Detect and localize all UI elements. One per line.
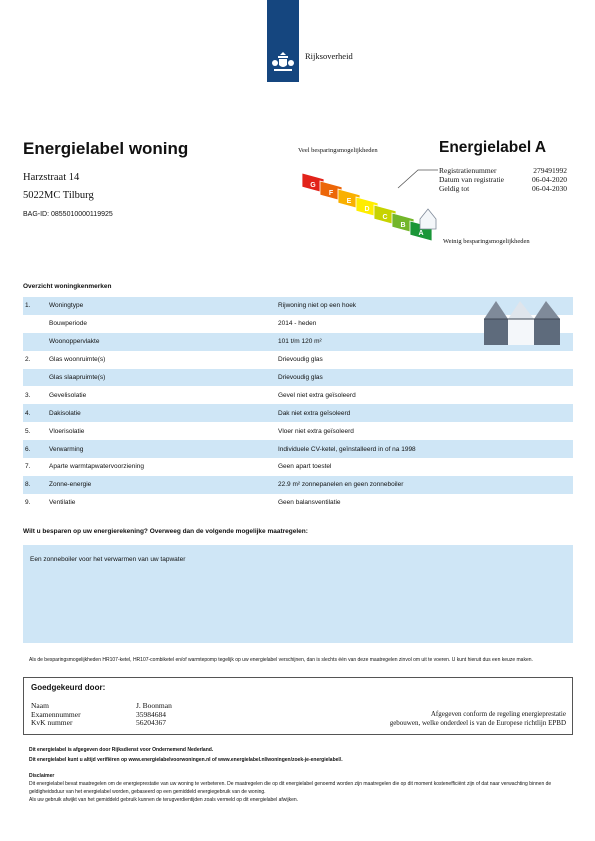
conform-text bbox=[390, 710, 566, 728]
approved-row bbox=[31, 719, 172, 728]
row-number: 7. bbox=[25, 463, 31, 471]
svg-text:E: E bbox=[346, 198, 352, 205]
disclaimer-title: Disclaimer bbox=[29, 773, 55, 779]
pointer-line bbox=[398, 170, 438, 188]
row-value: Geen apart toestel bbox=[278, 463, 332, 471]
weinig-label: Weinig besparingsmogelijkheden bbox=[443, 238, 530, 245]
crest-icon bbox=[270, 50, 296, 79]
registration-key: Geldig tot bbox=[439, 184, 470, 193]
row-value: Drievoudig glas bbox=[278, 356, 323, 364]
approved-title: Goedgekeurd door: bbox=[31, 683, 106, 692]
tips-title: Wilt u besparen op uw energierekening? Overweeg dan de volgende mogelijke maatregelen: bbox=[23, 528, 308, 535]
table-row bbox=[23, 422, 573, 440]
conform-line: gebouwen, welke onderdeel is van de Europese richtlijn EPBD bbox=[389, 719, 566, 727]
row-number: 5. bbox=[25, 427, 31, 435]
row-value: Vloer niet extra geïsoleerd bbox=[278, 427, 354, 435]
registration-key: Datum van registratie bbox=[439, 175, 504, 184]
approved-value: 56204367 bbox=[136, 718, 166, 727]
footer bbox=[29, 745, 343, 765]
overview-title: Overzicht woningkenmerken bbox=[23, 283, 112, 290]
row-value: Rijwoning niet op een hoek bbox=[278, 302, 357, 310]
address-street: Harzstraat 14 bbox=[23, 172, 80, 183]
svg-text:G: G bbox=[310, 182, 316, 189]
row-number: 1. bbox=[25, 302, 31, 310]
row-number: 4. bbox=[25, 409, 31, 417]
row-label: Woonoppervlakte bbox=[49, 338, 100, 346]
svg-text:C: C bbox=[382, 214, 388, 221]
registration-value: 279491992 bbox=[533, 166, 567, 175]
row-value: 22.9 m² zonnepanelen en geen zonneboiler bbox=[278, 481, 404, 489]
bag-id: BAG-ID: 0855010000119925 bbox=[23, 211, 113, 218]
svg-text:D: D bbox=[364, 206, 370, 213]
approved-box bbox=[23, 677, 573, 735]
disclaimer-text: Dit energielabel bevat maatregelen om de energieprestatie van uw woning te verbeteren. De maatregelen die op dit energielabel genoemd worden zijn maatregelen die op dit moment kostenefficiënt zijn of dat naar verwachting binnen de geldigheidsduur van het energielabel worden, gebaseerd op een gemiddeld energiegebruik van de woning. bbox=[29, 781, 552, 795]
table-row bbox=[23, 369, 573, 387]
row-label: Gevelisolatie bbox=[49, 391, 87, 399]
approved-key: Examennummer bbox=[31, 709, 81, 719]
row-value: Individuele CV-ketel, geïnstalleerd in of na 1998 bbox=[278, 445, 416, 453]
row-label: Verwarming bbox=[49, 445, 84, 453]
approved-key: Naam bbox=[31, 701, 49, 710]
svg-text:A: A bbox=[418, 230, 424, 237]
tips-box bbox=[23, 545, 573, 643]
row-value: 101 t/m 120 m² bbox=[278, 338, 322, 346]
page-title: Energielabel woning bbox=[23, 139, 189, 158]
approved-value: J. Boonman bbox=[136, 701, 172, 710]
registration-value: 06-04-2020 bbox=[532, 175, 567, 184]
logo-text: Rijksoverheid bbox=[305, 51, 353, 61]
row-label: Woningtype bbox=[49, 302, 84, 310]
registration-table bbox=[439, 166, 567, 193]
disclaimer bbox=[29, 772, 569, 804]
disclaimer-text: Als uw gebruik afwijkt van het gemiddeld gebruik kunnen de terugverdientijden zoals vermeld op dit energielabel afwijken. bbox=[29, 797, 299, 803]
table-row bbox=[23, 440, 573, 458]
row-number: 8. bbox=[25, 481, 31, 489]
row-label: Dakisolatie bbox=[49, 409, 81, 417]
row-value: Drievoudig glas bbox=[278, 374, 323, 381]
conform-line: Afgegeven conform de regeling energieprestatie bbox=[430, 710, 566, 718]
row-label: Zonne-energie bbox=[49, 481, 92, 489]
row-label: Vloerisolatie bbox=[49, 427, 85, 435]
approved-key: KvK nummer bbox=[31, 718, 73, 727]
row-house-icon bbox=[480, 297, 564, 354]
svg-text:F: F bbox=[328, 190, 334, 197]
approved-value: 35984684 bbox=[136, 709, 166, 719]
row-value: Gevel niet extra geïsoleerd bbox=[278, 391, 356, 399]
row-value: 2014 - heden bbox=[278, 320, 317, 328]
approved-rows bbox=[31, 702, 172, 728]
row-value: Dak niet extra geïsoleerd bbox=[278, 409, 351, 417]
energy-scale bbox=[298, 155, 458, 250]
row-number: 2. bbox=[25, 356, 31, 364]
table-row bbox=[23, 404, 573, 422]
row-number: 3. bbox=[25, 391, 31, 399]
footer-line: Dit energielabel is afgegeven door Rijksdienst voor Ondernemend Nederland. bbox=[29, 747, 214, 753]
registration-row bbox=[439, 175, 567, 184]
registration-row bbox=[439, 166, 567, 175]
registration-row bbox=[439, 184, 567, 193]
table-row bbox=[23, 476, 573, 494]
table-row bbox=[23, 458, 573, 476]
row-label: Bouwperiode bbox=[49, 320, 87, 328]
row-number: 9. bbox=[25, 499, 31, 507]
current-class-house-icon bbox=[420, 209, 436, 229]
row-label: Ventilatie bbox=[49, 499, 76, 507]
row-value: Geen balansventilatie bbox=[278, 499, 341, 507]
address-city: 5022MC Tilburg bbox=[23, 190, 94, 201]
table-row bbox=[23, 386, 573, 404]
note-text: Als de besparingsmogelijkheden HR107-ketel, HR107-combiketel en/of warmtepomp tegelijk op uw energielabel verschijnen, dan is slechts één van deze maatregelen zinvol om uit te voeren. U kunt hieruit dus een keuze maken. bbox=[29, 657, 533, 663]
row-label: Glas woonruimte(s) bbox=[49, 356, 106, 364]
tip-item: Een zonneboiler voor het verwarmen van uw tapwater bbox=[30, 556, 186, 563]
row-label: Glas slaapruimte(s) bbox=[49, 374, 106, 381]
table-row bbox=[23, 494, 573, 512]
veel-label: Veel besparingsmogelijkheden bbox=[298, 147, 378, 154]
registration-value: 06-04-2030 bbox=[532, 184, 567, 193]
registration-key: Registratienummer bbox=[439, 166, 497, 175]
row-label: Aparte warmtapwatervoorziening bbox=[49, 463, 145, 471]
row-number: 6. bbox=[25, 445, 31, 453]
svg-text:B: B bbox=[400, 222, 406, 229]
footer-line: Dit energielabel kunt u altijd verifiëren op www.energielabelvoorwoningen.nl of www.energielabel.nl/woningen/zoek-je-energielabel/. bbox=[29, 757, 343, 763]
label-title: Energielabel A bbox=[439, 139, 547, 156]
